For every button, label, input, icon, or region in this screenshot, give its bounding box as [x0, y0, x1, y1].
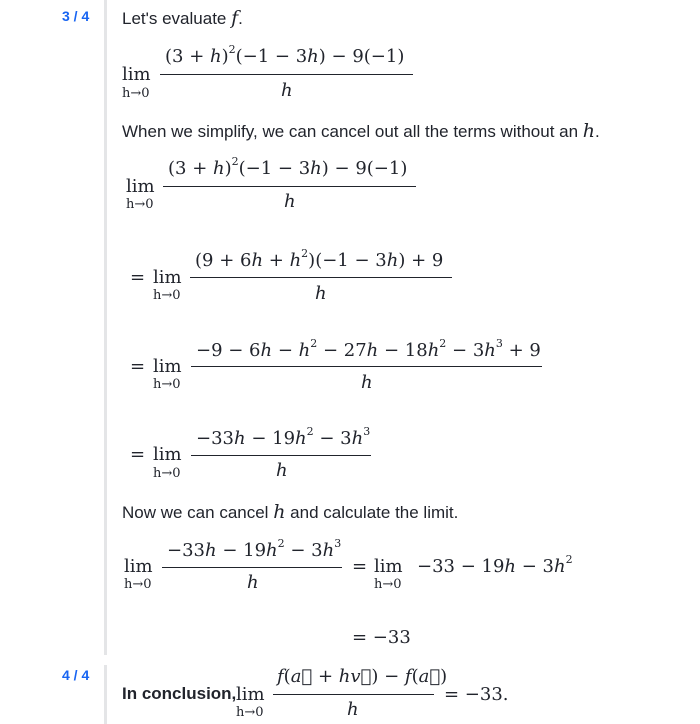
conclusion-result: = −33.: [444, 684, 509, 705]
cancel-text: Now we can cancel h and calculate the limit.: [122, 501, 459, 523]
step-3-rail: [104, 0, 107, 655]
fraction-denominator: h: [347, 699, 359, 720]
lim-subscript: h→0: [153, 377, 181, 392]
fraction-bar: [162, 567, 342, 568]
fraction-bar: [191, 455, 371, 456]
intro-text: Let's evaluate f.: [122, 7, 243, 29]
lim-operator: lim: [153, 356, 182, 377]
equals-sign: =: [130, 444, 146, 465]
lim-operator: lim: [124, 556, 153, 577]
fraction-denominator: h: [281, 80, 293, 101]
fraction-bar: [273, 694, 434, 695]
step-4-rail: [104, 665, 107, 724]
fraction-denominator: h: [284, 191, 296, 212]
fraction-numerator: $(9 + 6h + h^2)(-1 - 3h) + 9$: [195, 247, 444, 271]
fraction-denominator: h: [361, 372, 373, 393]
lim-operator-rhs: lim: [374, 556, 403, 577]
fraction-bar: [163, 186, 416, 187]
fraction-denominator: h: [276, 460, 288, 481]
lim-operator: lim: [153, 267, 182, 288]
lim-subscript: h→0: [153, 288, 181, 303]
lim-operator: lim: [236, 684, 265, 705]
lim-subscript: h→0: [124, 577, 152, 592]
limit-result: = −33: [352, 627, 411, 648]
step-4-label: 4 / 4: [62, 667, 90, 683]
equals-sign: =: [130, 267, 146, 288]
fraction-bar: [191, 366, 542, 367]
fraction-numerator: $-9 - 6h - h^2 - 27h - 18h^2 - 3h^3 + 9$: [196, 337, 541, 361]
lim-subscript: h→0: [153, 466, 181, 481]
fraction-numerator: f(a⃗ + hv⃗) − f(a⃗): [277, 666, 448, 687]
fraction-numerator: $(3 + h)^2(-1 - 3h) - 9(-1)$: [168, 155, 408, 179]
lim-subscript-rhs: h→0: [374, 577, 402, 592]
rhs-expression: $-33 - 19h - 3h^2$: [417, 553, 573, 577]
fraction-numerator: $-33h - 19h^2 - 3h^3$: [196, 425, 371, 449]
fraction-numerator: $-33h - 19h^2 - 3h^3$: [167, 537, 342, 561]
lim-subscript: h→0: [122, 86, 150, 101]
fraction-bar: [160, 74, 413, 75]
fraction-denominator: h: [247, 572, 259, 593]
lim-operator: lim: [153, 444, 182, 465]
lim-operator: lim: [122, 64, 151, 85]
simplify-text: When we simplify, we can cancel out all the terms without an h.: [122, 120, 600, 142]
conclusion-text: In conclusion,: [122, 684, 237, 703]
fraction-numerator: $(3 + h)^2(-1 - 3h) - 9(-1)$: [165, 43, 405, 67]
lim-subscript: h→0: [236, 705, 264, 720]
fraction-bar: [190, 277, 452, 278]
step-3-label: 3 / 4: [62, 8, 90, 24]
equals-sign: =: [352, 556, 368, 577]
fraction-denominator: h: [315, 283, 327, 304]
lim-subscript: h→0: [126, 197, 154, 212]
equals-sign: =: [130, 356, 146, 377]
lim-operator: lim: [126, 176, 155, 197]
